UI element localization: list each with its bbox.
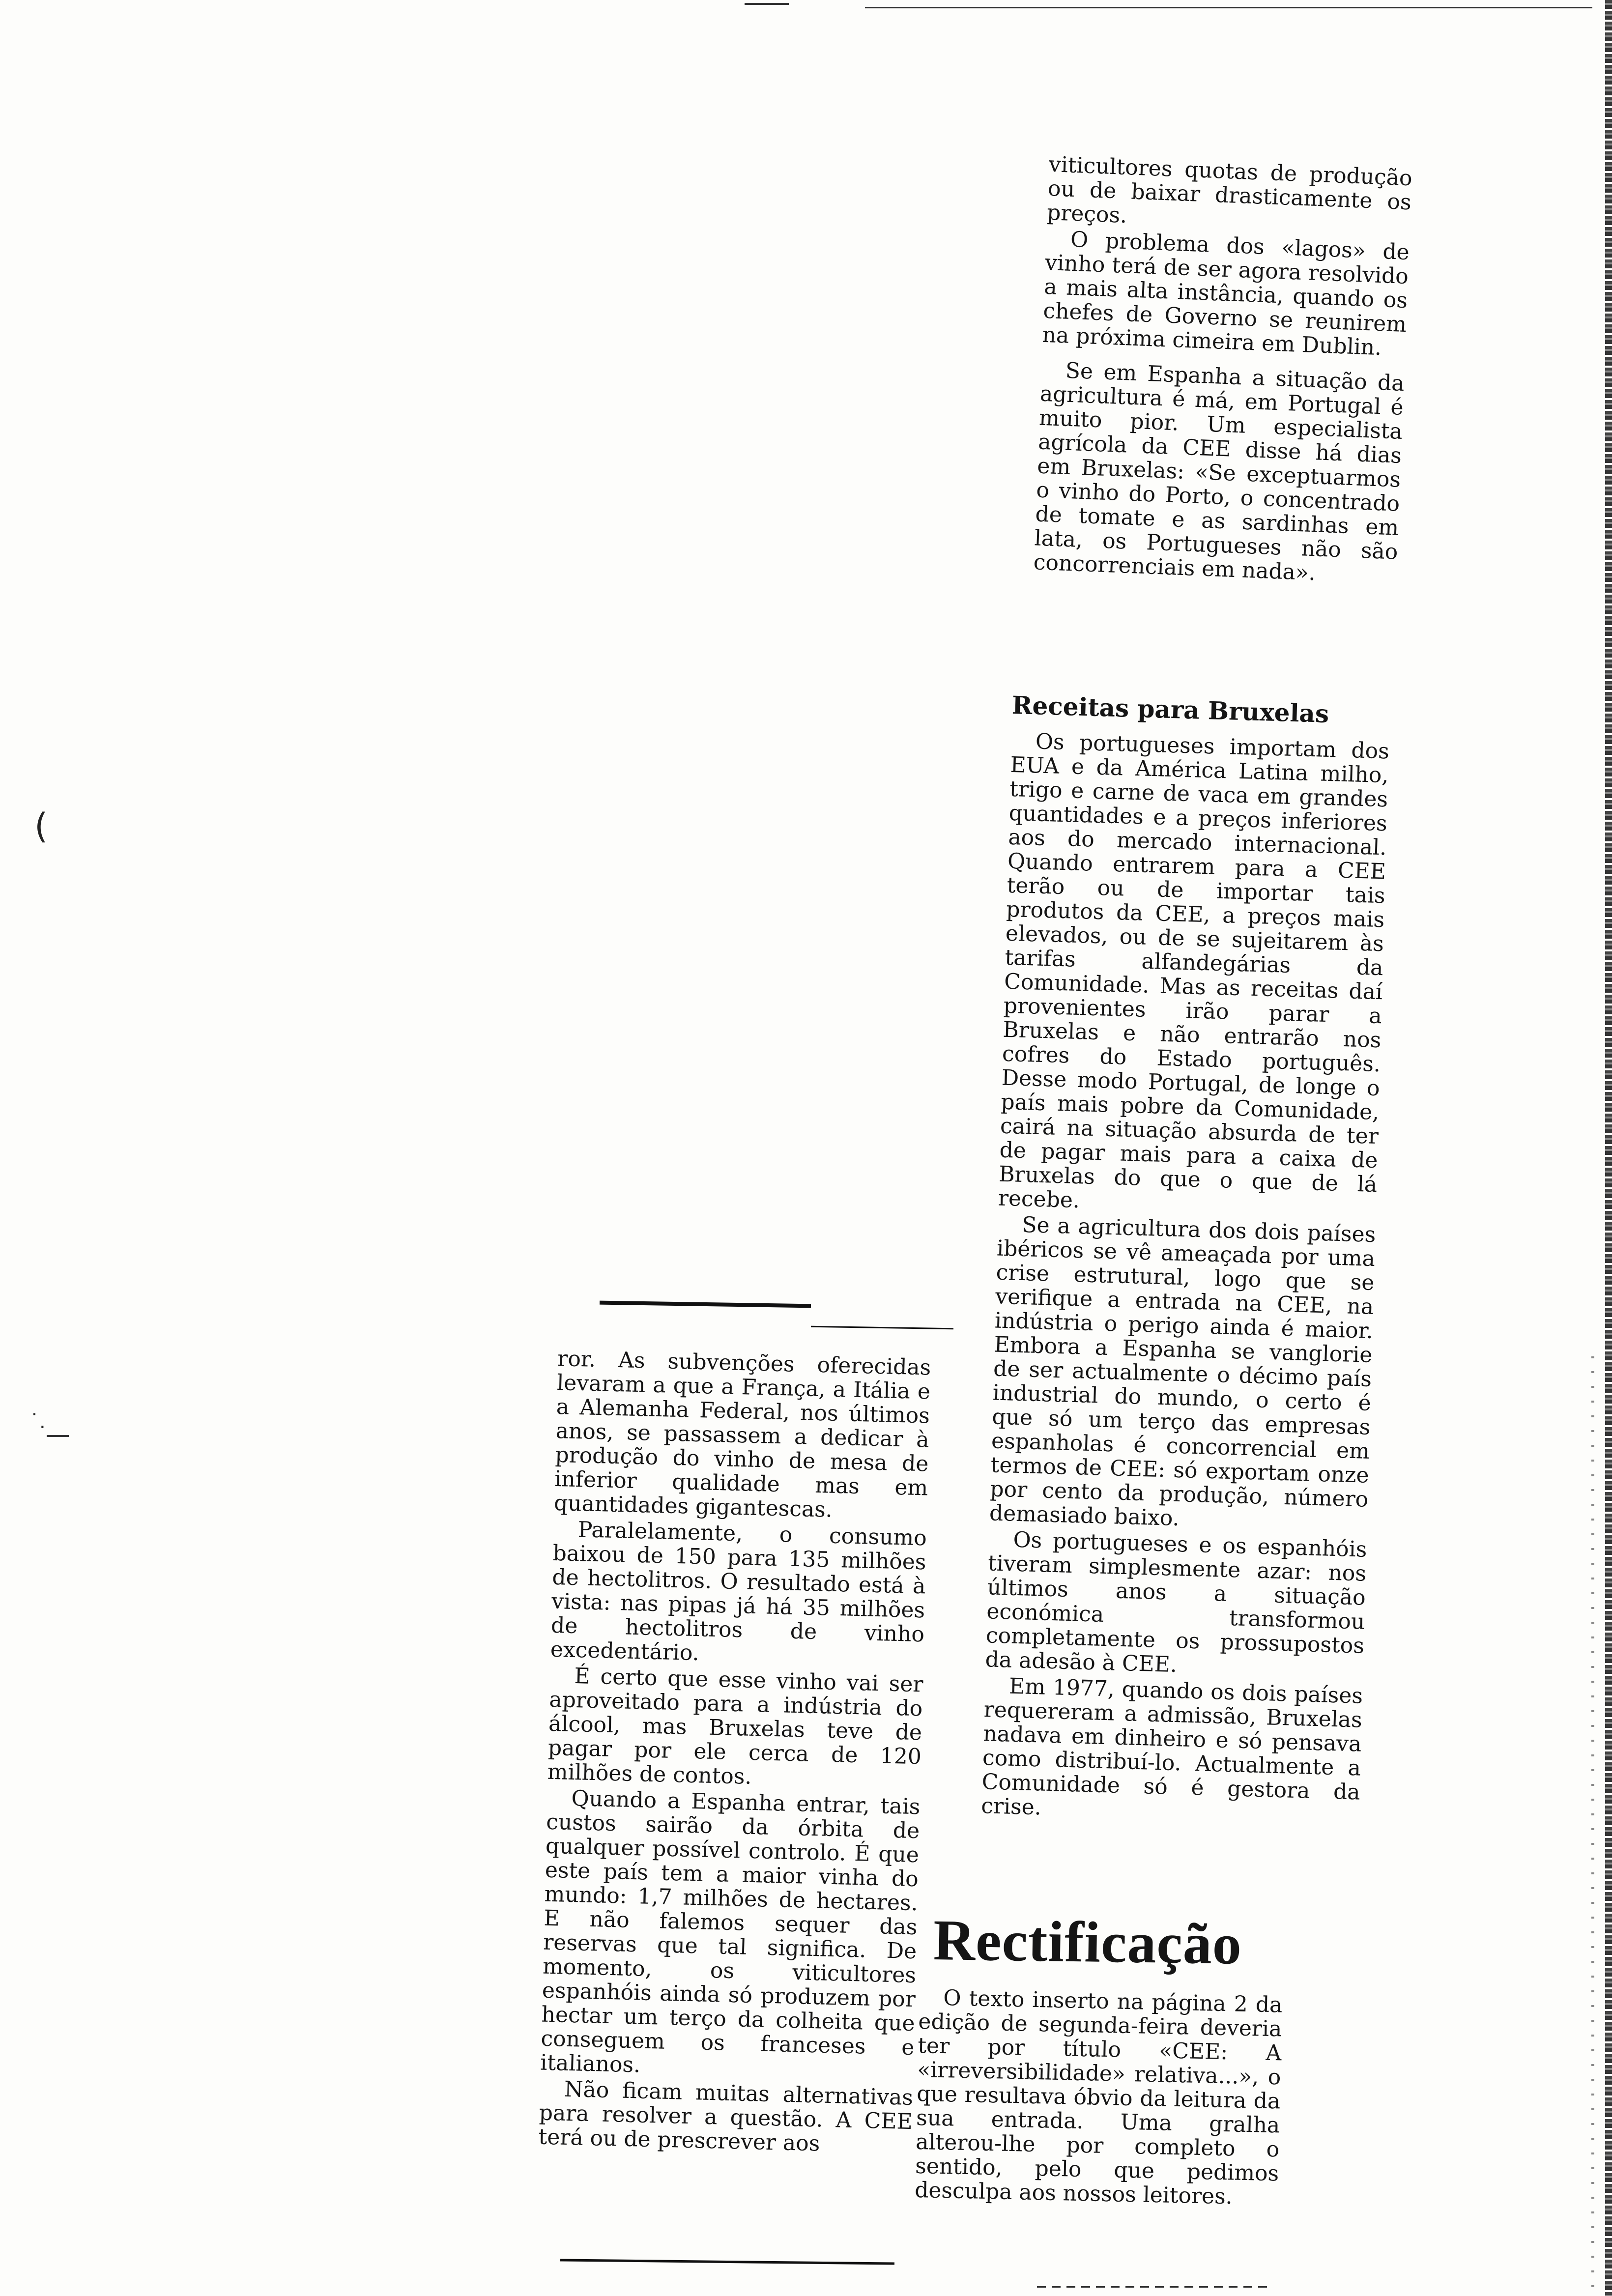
article-column-left <box>538 1347 931 2160</box>
paragraph: Não ficam muitas alternativas para resolver a questão. A CEE terá ou de prescrever aos <box>538 2076 914 2156</box>
paragraph: Se em Espanha a situação da agricultura é má, em Portugal é muito pior. Um especialista agrícola da CEE disse há dias em Bruxelas: «Se exceptuarmos o vinho do Porto, o concentrado de tomate e as sardinhas em lata, os Portugueses não são concorrenciais em nada». <box>1033 358 1405 586</box>
paragraph: Os portugueses e os espanhóis tiveram simplesmente azar: nos últimos anos a situação económica transformou completamente os prossupostos da adesão à CEE. <box>985 1527 1368 1678</box>
paragraph: É certo que esse vinho vai ser aproveitado para a indústria do álcool, mas Bruxelas teve de pagar por ele cerca de 120 milhões de contos. <box>547 1664 924 1789</box>
paragraph: Paralelamente, o consumo baixou de 150 para 135 milhões de hectolitros. O resultado está à vista: nas pipas já há 35 milhões de hectolitros de vinho excedentário. <box>550 1517 927 1666</box>
scan-edge-right-inner <box>1591 1356 1594 2290</box>
paragraph: Em 1977, quando os dois países requereram a admissão, Bruxelas nadava em dinheiro e só pensava como distribuí-lo. Actualmente a Comunidade só é gestora da crise. <box>980 1673 1363 1820</box>
scan-edge-right <box>1605 0 1612 2296</box>
margin-mark-dots: ˙. <box>29 1410 46 1433</box>
paragraph: O problema dos «lagos» de vinho terá de ser agora resolvido a mais alta instância, quando os chefes de Governo se reunirem na próxima cimeira em Dublin. <box>1041 227 1410 361</box>
section-subheading: Receitas para Bruxelas <box>1011 690 1329 728</box>
margin-mark-bracket: ( <box>34 806 48 846</box>
column-bottom-rule <box>560 2259 894 2265</box>
scan-top-line-left <box>745 3 789 5</box>
paragraph: Quando a Espanha entrar, tais custos sairão da órbita de qualquer possível controlo. É que este país tem a maior vinha do mundo: 1,7 milhões de hectares. E não falemos sequer das reservas que tal significa. De momento, os viticultores espanhóis ainda só produzem por hectar um terço da colheita que conseguem os franceses e italianos. <box>540 1785 921 2078</box>
paragraph: viticultores quotas de produção ou de baixar drasticamente os preços. <box>1046 152 1413 229</box>
column-top-rule-thin <box>811 1326 953 1330</box>
rectification-title: Rectificação <box>933 1907 1242 1977</box>
paragraph: ror. As subvenções oferecidas levaram a que a França, a Itália e a Alemanha Federal, nos últimos anos, se passassem a dedicar à produção do vinho de mesa de inferior qualidade mas em quantidades gigantescas. <box>553 1346 931 1522</box>
rectification-body <box>915 1985 1283 2211</box>
paragraph: Se a agricultura dos dois países ibéricos se vê ameaçada por uma crise estrutural, logo que se verifique a entrada na CEE, na indústria o perigo ainda é maior. Embora a Espanha se vanglorie de ser actualmente o décimo país industrial do mundo, o certo é que só um terço das empresas espanholas é concorrencial em termos de CEE: só exportam onze por cento da produção, número demasiado baixo. <box>989 1212 1376 1531</box>
paragraph: Os portugueses importam dos EUA e da América Latina milho, trigo e carne de vaca em grandes quantidades e a preços inferiores aos do mercado internacional. Quando entrarem para a CEE terão ou de importar tais produtos da CEE, a preços mais elevados, ou de se sujeitarem às tarifas alfandegárias da Comunidade. Mas as receitas daí provenientes irão parar a Bruxelas e não entrarão nos cofres do Estado português. Desse modo Portugal, de longe o país mais pobre da Comunidade, cairá na situação absurda de ter de pagar mais para a caixa de Bruxelas do que o que de lá recebe. <box>998 729 1390 1213</box>
article-column-middle-right <box>981 688 1391 1831</box>
article-column-top-right <box>1033 152 1413 590</box>
margin-mark-dash <box>47 1435 69 1437</box>
column-top-rule-thick <box>600 1301 811 1308</box>
paragraph: O texto inserto na página 2 da edição de segunda-feira deveria ter por título «CEE: A «irreversibilidade» relativa...», o que resultava óbvio da leitura da sua entrada. Uma gralha alterou-lhe por completo o sentido, pelo que pedimos desculpa aos nossos leitores. <box>914 1985 1283 2210</box>
rectification-bottom-rule <box>1037 2286 1273 2288</box>
scan-top-line-right <box>865 7 1592 8</box>
